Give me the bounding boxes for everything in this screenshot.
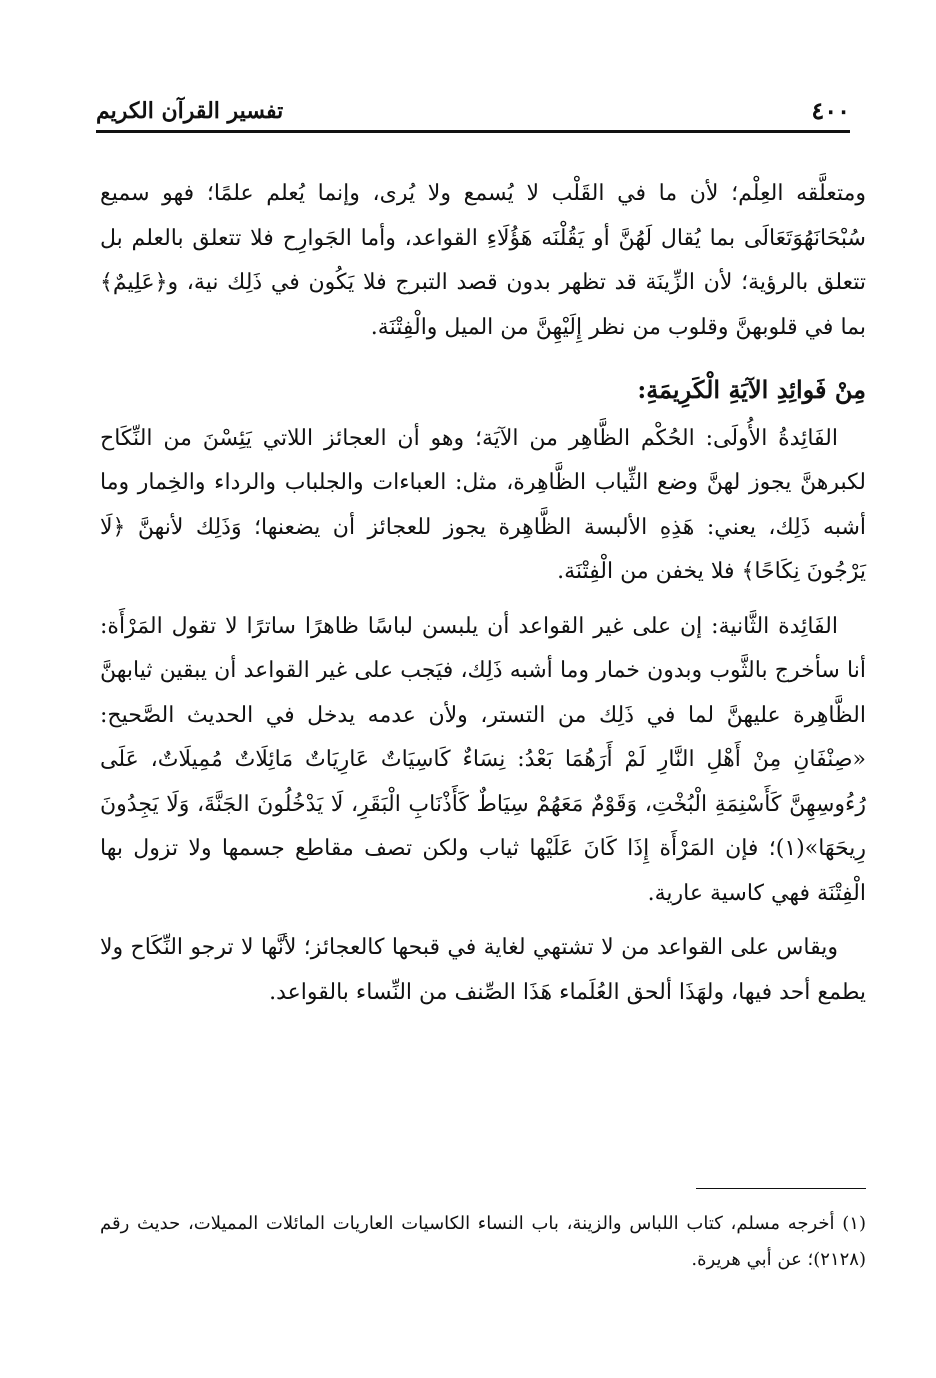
book-title: تفسير القرآن الكريم bbox=[96, 98, 284, 124]
header-divider bbox=[96, 130, 850, 133]
page-number: ٤٠٠ bbox=[811, 96, 850, 125]
paragraph-3: الفَائِدة الثَّانية: إن على غير القواعد أن يلبسن لباسًا ظاهرًا ساترًا لا تقول المَرْأَة: أنا سأخرج بالثَّوب وبدون خمار وما أشبه ذَلِك، فيَجب على غير القواعد أن يبقين ثيابهنَّ الظَّاهِرة عليهنَّ لما في ذَلِك من التستر، ولأن عدمه يدخل في الحديث الصَّحيح: «صِنْفَانِ مِنْ أَهْلِ النَّارِ لَمْ أَرَهُمَا بَعْدُ: نِسَاءٌ كَاسِيَاتٌ عَارِيَاتٌ مَائِلَاتٌ مُمِيلَاتٌ، عَلَى رُءُوسِهِنَّ كَأَسْنِمَةِ الْبُخْتِ، وَقَوْمٌ مَعَهُمْ سِيَاطٌ كَأَذْنَابِ الْبَقَرِ، لَا يَدْخُلُونَ الجَنَّةَ، وَلَا يَجِدُونَ رِيحَهَا»(١)؛ فإن المَرْأَة إِذَا كَانَ عَلَيْها ثياب ولكن تصف مقاطع جسمها ولا تزول بها الْفِتْنَة فهي كاسية عارية. bbox=[100, 613, 866, 906]
paragraph-1: ومتعلَّقه العِلْم؛ لأن ما في القَلْب لا يُسمع ولا يُرى، وإنما يُعلم علمًا؛ فهو سميع سُبْحَانَهُوَتَعَالَى بما يُقال لَهُنَّ أو يَقُلْنَه هَؤُلَاءِ القواعد، وأما الجَوارِح فلا تتعلق بالعلم بل تتعلق بالرؤية؛ لأن الزِّينَة قد تظهر بدون قصد التبرج فلا يَكُون في ذَلِك نية، و﴿عَلِيمٌ﴾ بما في قلوبهنَّ وقلوب من نظر إِلَيْهِنَّ من الميل والْفِتْنَة. bbox=[100, 181, 866, 340]
paragraph-2: الفَائِدةُ الأُولَى: الحُكْم الظَّاهِر من الآيَة؛ وهو أن العجائز اللاتي يَئِسْنَ من النِّكَاح لكبرهنَّ يجوز لهنَّ وضع الثِّياب الظَّاهِرة، مثل: العباءات والجلباب والرداء والخِمار وما أشبه ذَلِك، يعني: هَذِهِ الألبسة الظَّاهِرة يجوز للعجائز أن يضعنها؛ وَذَلِك لأنهنَّ ﴿لَا يَرْجُونَ نِكَاحًا﴾ فلا يخفن من الْفِتْنَة. bbox=[100, 425, 866, 584]
page-header bbox=[96, 92, 850, 132]
section-heading: مِنْ فَوائِدِ الآيَةِ الْكَرِيمَةِ: bbox=[637, 375, 866, 404]
main-text bbox=[100, 172, 866, 1015]
footnote bbox=[100, 1206, 866, 1278]
footnote-divider bbox=[696, 1188, 866, 1189]
paragraph-4: ويقاس على القواعد من لا تشتهي لغاية في قبحها كالعجائز؛ لأنَّها لا ترجو النِّكَاح ولا يطمع أحد فيها، ولهَذَا ألحق العُلَماء هَذَا الصِّنف من النِّساء بالقواعد. bbox=[100, 935, 866, 1005]
footnote-text: (١) أخرجه مسلم، كتاب اللباس والزينة، باب النساء الكاسيات العاريات المائلات المميلات، حديث رقم (٢١٢٨)؛ عن أبي هريرة. bbox=[100, 1213, 866, 1270]
